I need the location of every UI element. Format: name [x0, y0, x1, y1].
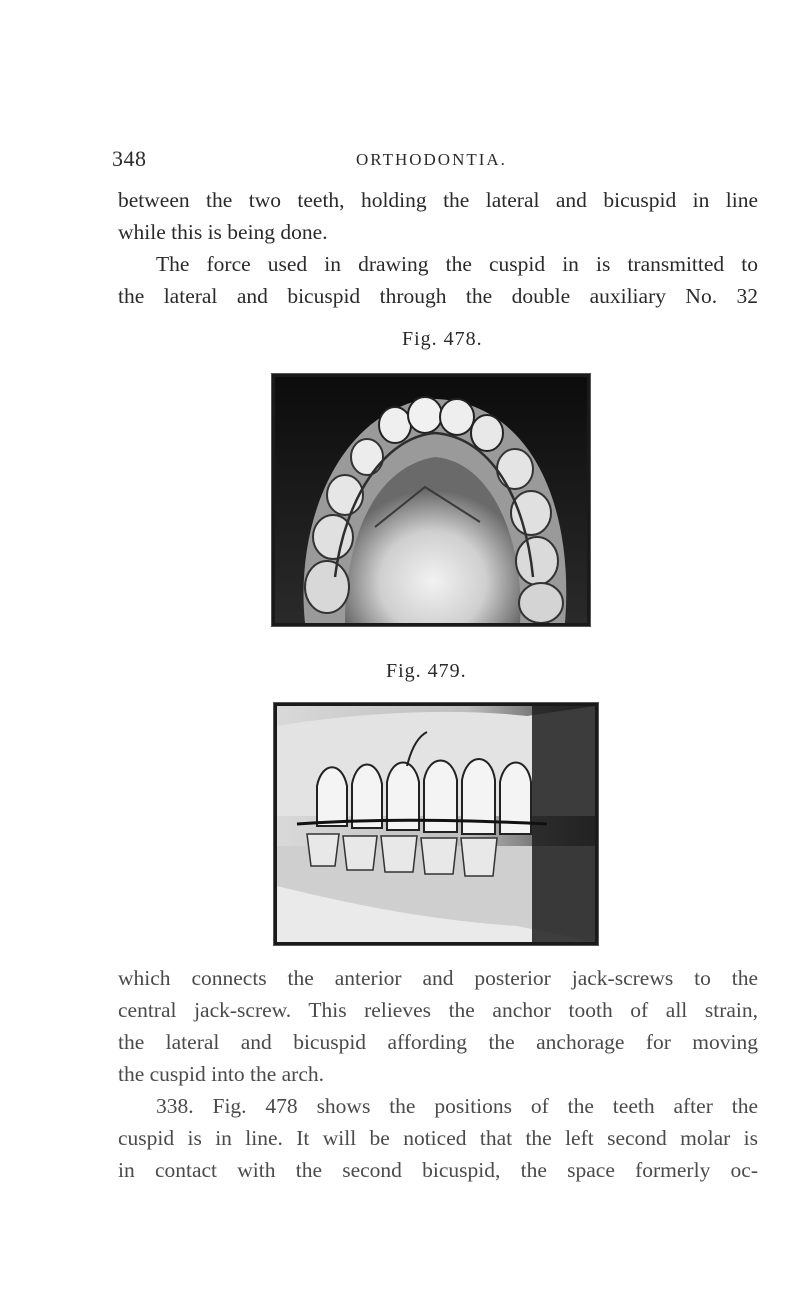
- text-line: 338. Fig. 478 shows the positions of the teeth after the: [156, 1094, 758, 1118]
- text-line: The force used in drawing the cuspid in is transmitted to: [156, 252, 758, 276]
- text-line: the lateral and bicuspid affording the anchorage for moving: [118, 1030, 758, 1054]
- figure-479-photo: [274, 703, 598, 945]
- text-line: central jack-screw. This relieves the anchor tooth of all strain,: [118, 998, 758, 1022]
- text-line: which connects the anterior and posterior jack-screws to the: [118, 966, 758, 990]
- page-number: 348: [112, 146, 147, 171]
- text-line: while this is being done.: [118, 220, 328, 244]
- text-line: cuspid is in line. It will be noticed that the left second molar is: [118, 1126, 758, 1150]
- figure-478-photo: [272, 374, 590, 626]
- dental-cast-upper-arch-image: [275, 377, 587, 623]
- text-line: the lateral and bicuspid through the double auxiliary No. 32: [118, 284, 758, 308]
- text-line: the cuspid into the arch.: [118, 1062, 324, 1086]
- figure-caption: Fig. 478.: [402, 328, 483, 350]
- text-line: between the two teeth, holding the lateral and bicuspid in line: [118, 188, 758, 212]
- text-line: in contact with the second bicuspid, the space formerly oc-: [118, 1158, 758, 1182]
- dental-cast-occlusion-image: [277, 706, 595, 942]
- figure-caption: Fig. 479.: [386, 660, 467, 682]
- running-title: ORTHODONTIA.: [356, 150, 507, 169]
